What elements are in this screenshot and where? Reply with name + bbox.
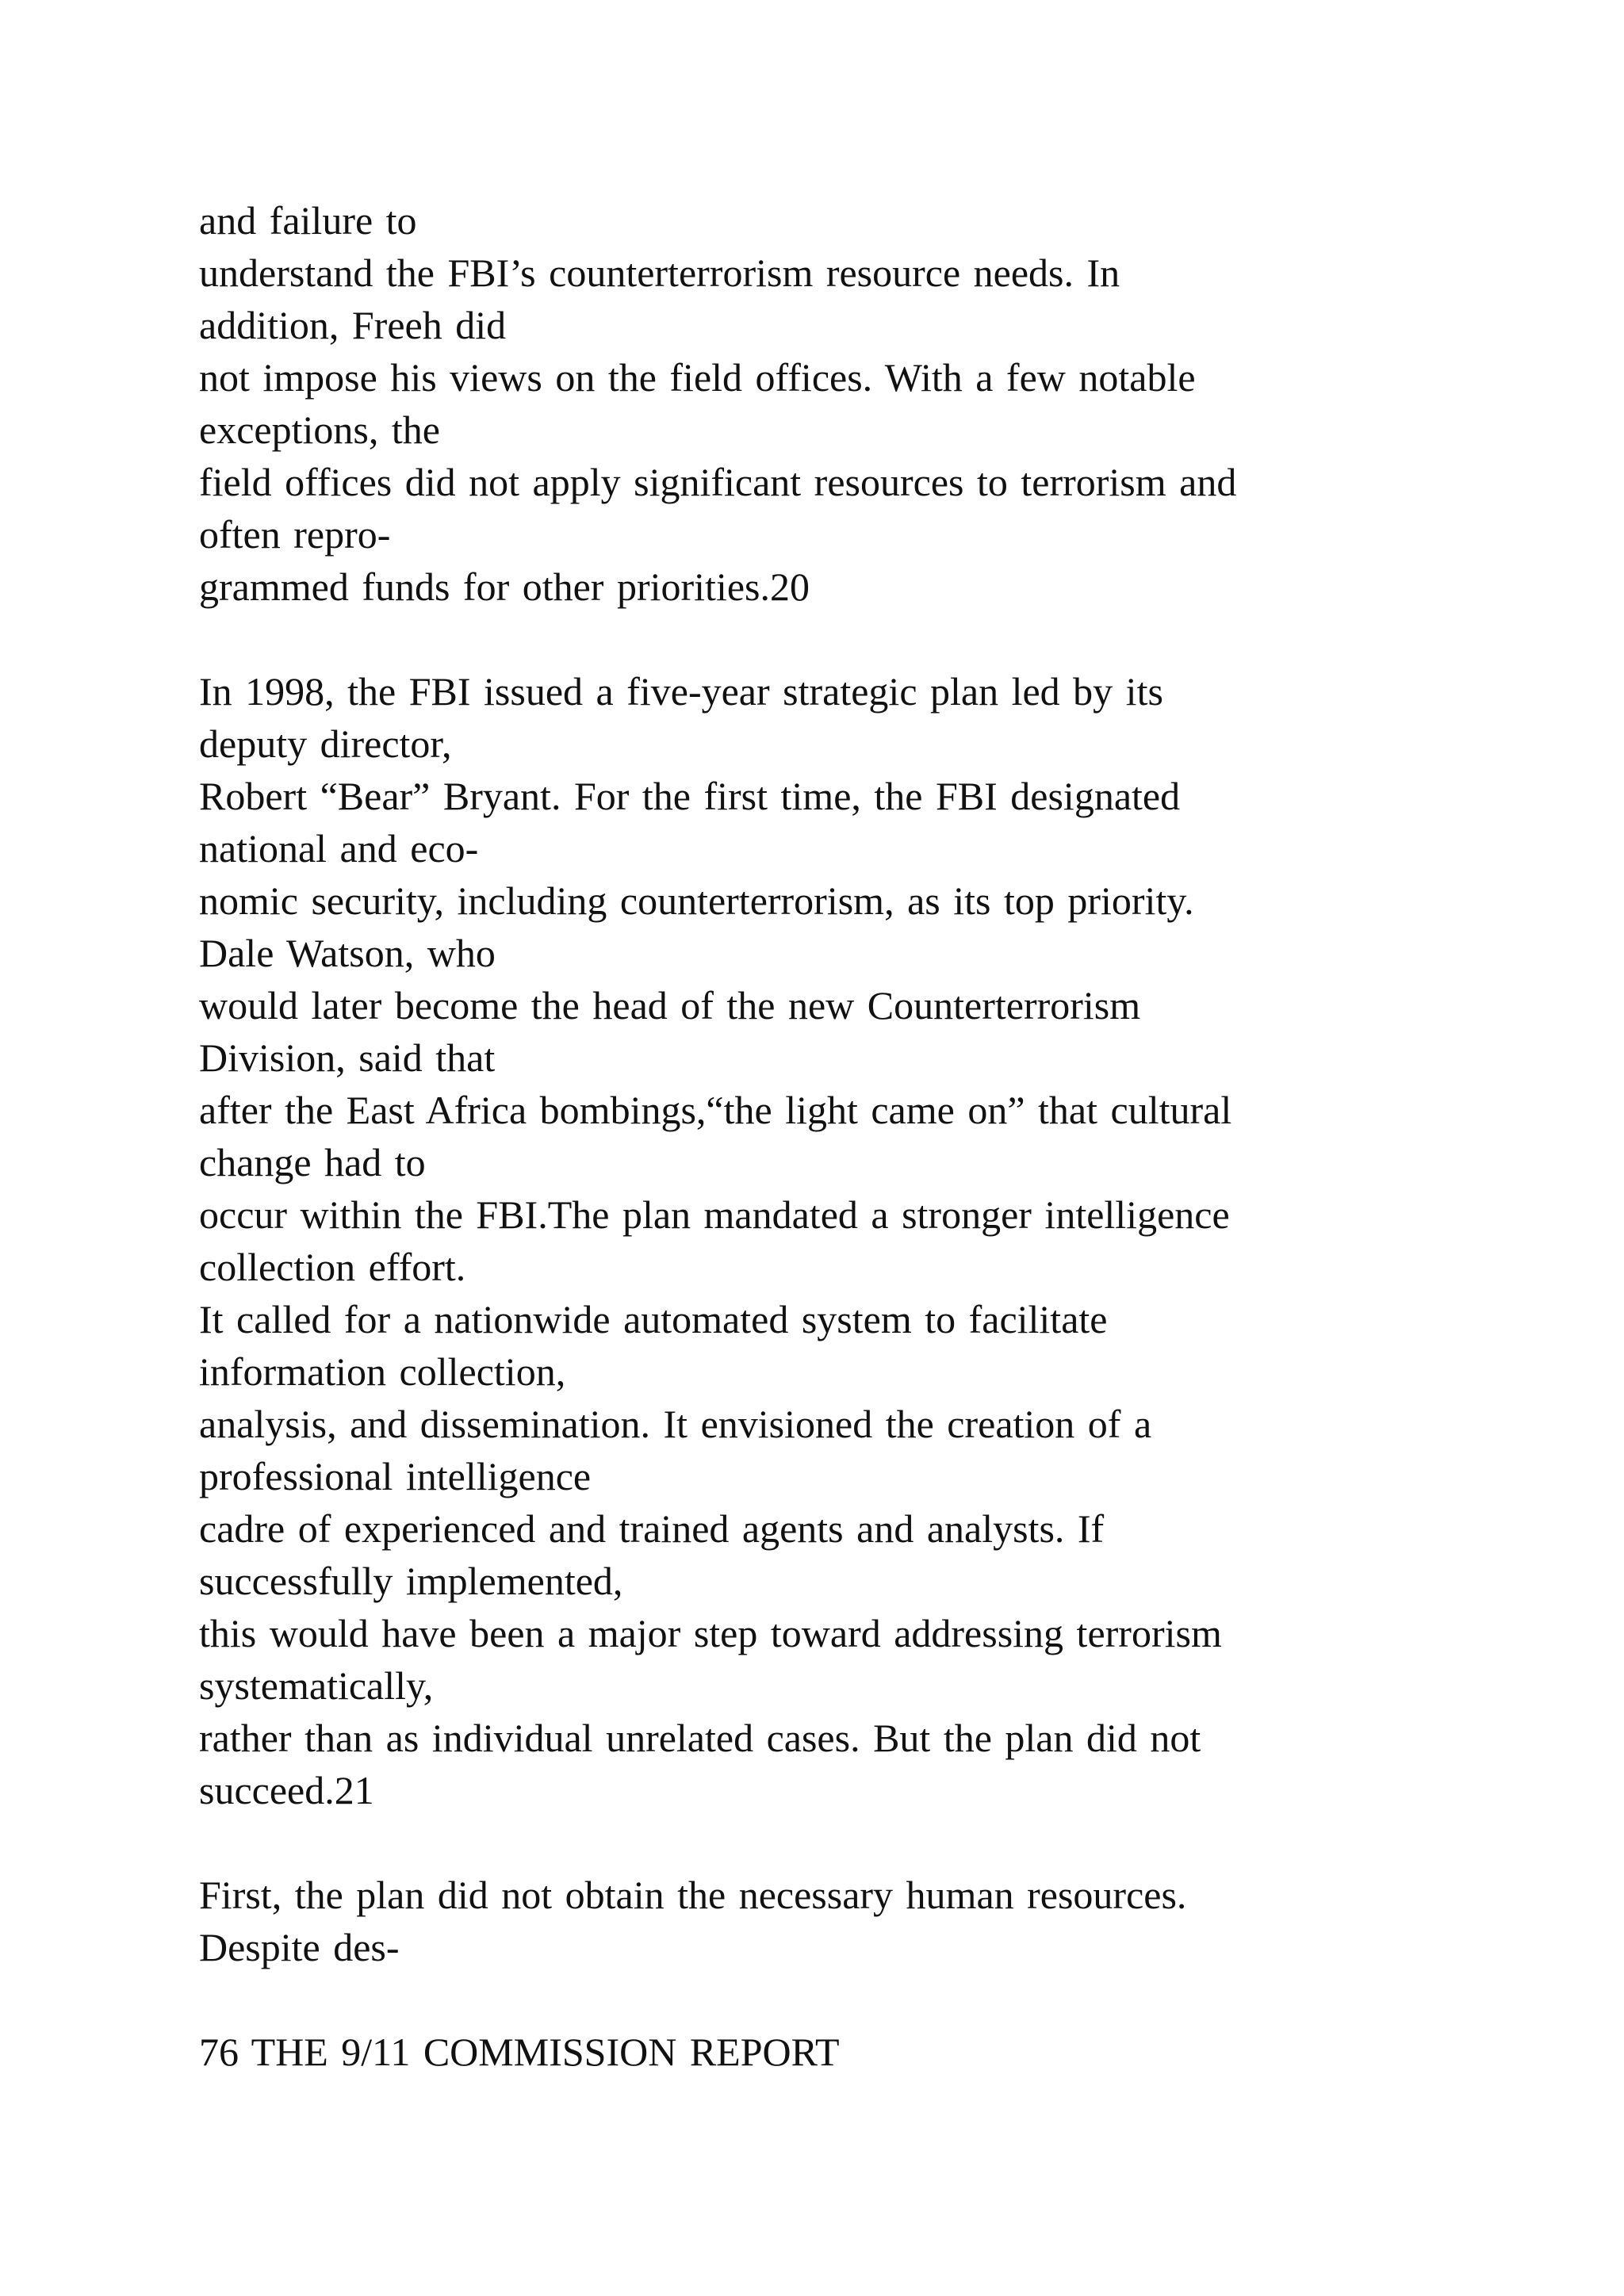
text-line: field offices did not apply significant resources to terrorism and	[199, 460, 1237, 504]
text-line: analysis, and dissemination. It envisioned the creation of a	[199, 1402, 1152, 1446]
text-line: deputy director,	[199, 721, 452, 766]
paragraph-2	[199, 665, 1515, 1816]
text-line: grammed funds for other priorities.20	[199, 564, 810, 609]
paragraph-3	[199, 1869, 1515, 1973]
text-line: collection effort.	[199, 1245, 466, 1289]
text-line: this would have been a major step toward addressing terrorism	[199, 1611, 1222, 1655]
text-line: rather than as individual unrelated cases. But the plan did not	[199, 1716, 1201, 1760]
text-line: national and eco-	[199, 826, 479, 871]
text-line: change had to	[199, 1140, 426, 1184]
text-line: nomic security, including counterterrorism, as its top priority.	[199, 878, 1194, 923]
text-line: addition, Freeh did	[199, 303, 507, 347]
text-line: information collection,	[199, 1349, 566, 1394]
text-line: not impose his views on the field offices. With a few notable	[199, 355, 1196, 400]
text-line: occur within the FBI.The plan mandated a stronger intelligence	[199, 1192, 1230, 1237]
page-footer: 76 THE 9/11 COMMISSION REPORT	[199, 2030, 840, 2074]
text-line: cadre of experienced and trained agents and analysts. If	[199, 1506, 1105, 1551]
paragraph-gap	[199, 1816, 1515, 1869]
text-line: succeed.21	[199, 1768, 374, 1812]
paragraph-gap	[199, 613, 1515, 665]
text-line: and failure to	[199, 198, 417, 243]
text-line: First, the plan did not obtain the necessary human resources.	[199, 1873, 1187, 1917]
text-line: Dale Watson, who	[199, 931, 496, 975]
text-line: understand the FBI’s counterterrorism resource needs. In	[199, 251, 1120, 295]
text-line: would later become the head of the new Counterterrorism	[199, 983, 1141, 1027]
text-line: Division, said that	[199, 1035, 496, 1080]
body-text	[199, 194, 1515, 1973]
text-line: systematically,	[199, 1663, 434, 1708]
text-line: It called for a nationwide automated system to facilitate	[199, 1297, 1108, 1341]
text-line: often repro-	[199, 512, 391, 557]
text-line: professional intelligence	[199, 1454, 592, 1498]
text-line: Despite des-	[199, 1925, 400, 1969]
text-line: exceptions, the	[199, 408, 440, 452]
text-line: successfully implemented,	[199, 1559, 623, 1603]
text-line: In 1998, the FBI issued a five-year strategic plan led by its	[199, 669, 1163, 714]
text-line: after the East Africa bombings,“the light came on” that cultural	[199, 1088, 1232, 1132]
text-line: Robert “Bear” Bryant. For the first time, the FBI designated	[199, 774, 1181, 818]
paragraph-1	[199, 194, 1515, 613]
